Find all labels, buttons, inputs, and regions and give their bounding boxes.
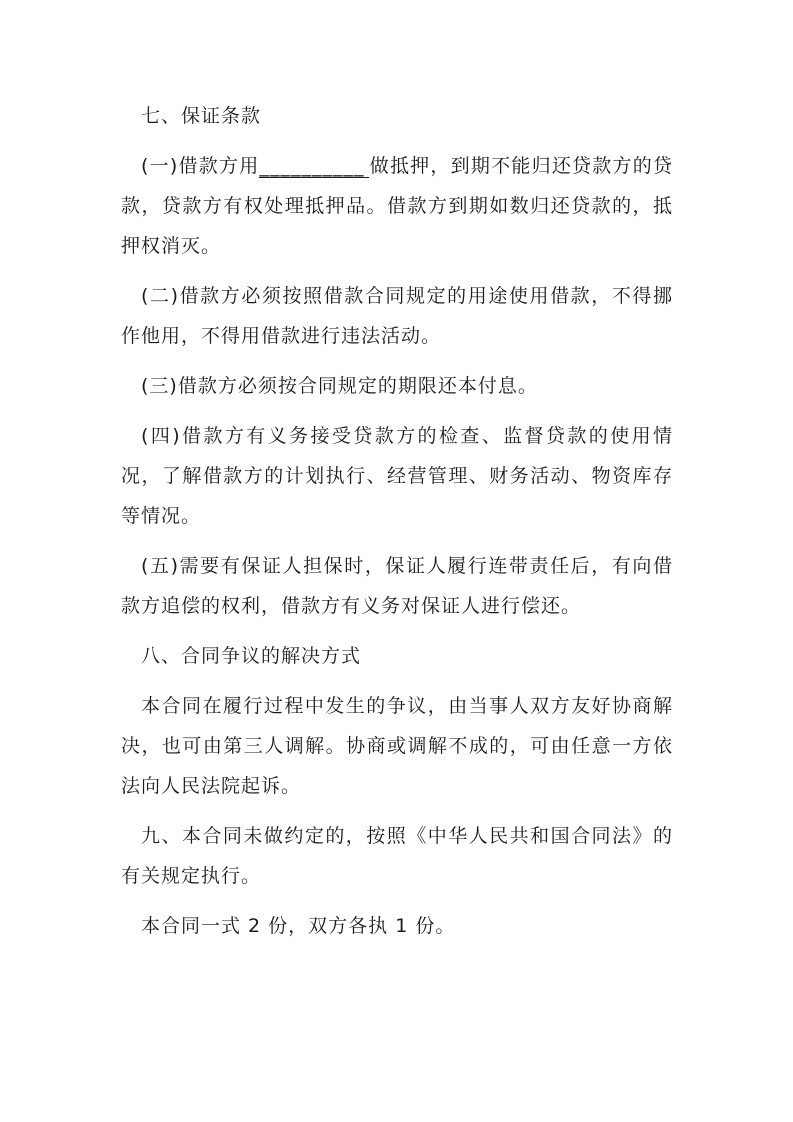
section-7-item-5: (五)需要有保证人担保时，保证人履行连带责任后，有向借款方追偿的权利，借款方有义务对保证人进行偿还。 [121, 555, 673, 617]
section-7-item-1 [121, 146, 673, 266]
document-body [121, 96, 673, 946]
section-7-item-3: (三)借款方必须按合同规定的期限还本付息。 [141, 375, 538, 397]
item-1-rest: 做抵押，到期不能归还贷款方的贷款，贷款方有权处理抵押品。借款方到期如数归还贷款的，抵押权消灭。 [121, 155, 673, 257]
section-8-body: 本合同在履行过程中发生的争议，由当事人双方友好协商解决，也可由第三人调解。协商或调解不成的，可由任意一方依法向人民法院起诉。 [121, 695, 673, 797]
section-7-item-2: (二)借款方必须按照借款合同规定的用途使用借款，不得挪作他用，不得用借款进行违法活动。 [121, 285, 673, 347]
section-7-item-4: (四)借款方有义务接受贷款方的检查、监督贷款的使用情况，了解借款方的计划执行、经营管理、财务活动、物资库存等情况。 [121, 425, 673, 527]
section-7-title: 七、保证条款 [141, 105, 262, 127]
section-8-title: 八、合同争议的解决方式 [141, 645, 362, 667]
section-9-body: 九、本合同未做约定的，按照《中华人民共和国合同法》的有关规定执行。 [121, 825, 673, 887]
item-1-lead: (一)借款方用 [141, 155, 260, 177]
closing-copies-clause: 本合同一式 2 份，双方各执 1 份。 [141, 915, 456, 937]
collateral-blank-line: __________ [259, 155, 369, 178]
